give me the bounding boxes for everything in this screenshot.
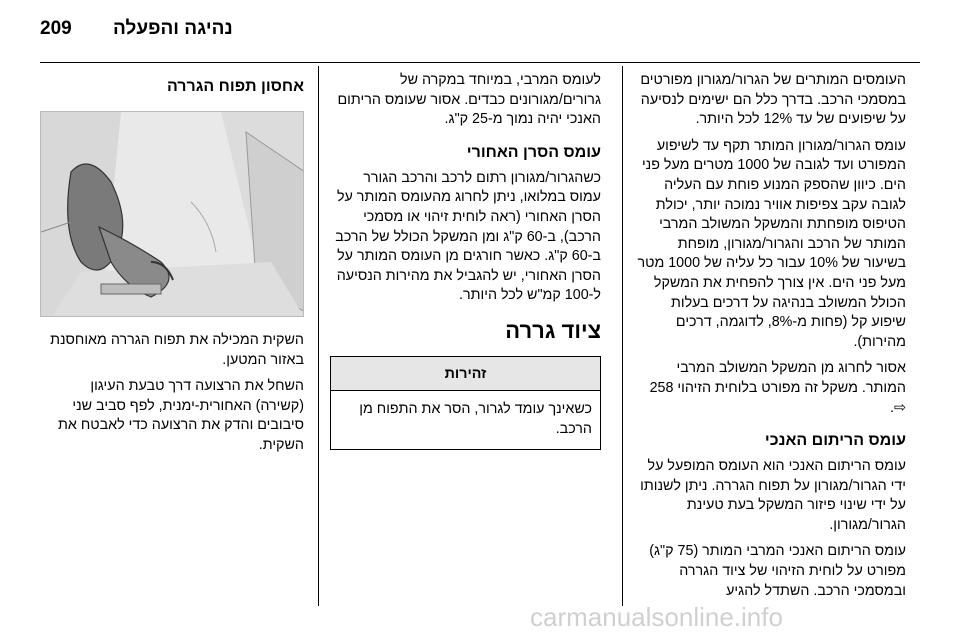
section-title-towing-equipment: ציוד גררה [505,317,601,343]
caution-text: כשאינך עומד לגרור, הסר את התפוח מן הרכב. [359,400,592,437]
paragraph: אסור לחרוג מן המשקל המשולב המרבי המותר. משקל זה מפורט בלוחית הזיהוי 258 ⇨. [649,360,906,416]
paragraph: עומס הריתום האנכי המרבי המותר (75 ק"ג) מפורט על לוחית הזיהוי של ציוד הגררה ובמסמכי הרכב. השתדל להגיע [649,543,906,599]
header-divider [40,62,920,63]
towing-ball-bag-illustration [40,111,304,317]
middle-column [330,71,601,450]
paragraph: עומס הגרור/מגורון המותר תקף עד לשיפוע המפורט ועד לגובה של 1000 מטרים מעל פני הים. כיוון שהספק המנוע פוחת עם העליה לגובה עקב צפיפות אוויר נמוכה יותר, יכולת הטיפוס מופחתת והמשקל המשולב המרבי המותר של הרכב והגרור/מגורון, מופחת בשיעור של 10% עבור כל עליה של 1000 מטר מעל פני הים. אין צורך להפחית את המשקל הכולל המשולב בנהיגה על דרכים בעלות שיפוע קל (פחות מ-8%, לדוגמה, דרכים מהירות). [637,137,906,350]
caution-box [330,356,601,450]
section-heading-ball-storage: אחסון תפוח הגררה [166,78,304,95]
section-heading-rear-axle-load: עומס הסרן האחורי [466,143,601,161]
paragraph: כשהגרור/מגורון רתום לרכב והרכב הגורר עמוס במלואו, ניתן לחרוג מהעומס המותר על הסרן האחורי (ראה לוחית זיהוי או מסמכי הרכב), ב-60 ק"ג ומן המשקל הכולל של הרכב ב-60 ק"ג. כאשר חורגים מן העומס המותר על הסרן האחורי, יש להגביל את מהירות הנסיעה ל-100 קמ"ש לכל היותר. [335,169,601,304]
right-column [634,71,906,608]
chapter-title: נהיגה והפעלה [113,18,233,39]
site-watermark: carmanualsonline.info [530,602,783,632]
column-divider-right [622,66,623,606]
left-column [40,71,304,463]
column-divider-left [318,66,319,606]
section-heading-vertical-load: עומס הריתום האנכי [764,432,906,450]
paragraph: העומסים המותרים של הגרור/מגורון מפורטים במסמכי הרכב. בדרך כלל הם ישימים לנסיעה על שיפועים של עד 12% לכל היותר. [640,72,906,128]
page-header [40,18,920,44]
page-number: 209 [40,18,72,39]
caution-title: זהירות [331,357,600,391]
paragraph: השחל את הרצועה דרך טבעת העיגון (קשירה) האחורית-ימנית, לפף סביב שני סיבובים והדק את הרצועה כדי לאבטח את השקית. [58,378,304,453]
paragraph: השקית המכילה את תפוח הגררה מאוחסנת באזור המטען. [50,332,304,368]
paragraph: לעומס המרבי, במיוחד במקרה של גרורים/מגורונים כבדים. אסור שעומס הריתום האנכי יהיה נמוך מ-25 ק"ג. [337,72,601,128]
paragraph: עומס הריתום האנכי הוא העומס המופעל על ידי הגרור/מגורון על תפוח הגררה. ניתן לשנותו על ידי שינוי פיזור המשקל בעת טעינת הגרור/מגורון. [640,458,906,533]
